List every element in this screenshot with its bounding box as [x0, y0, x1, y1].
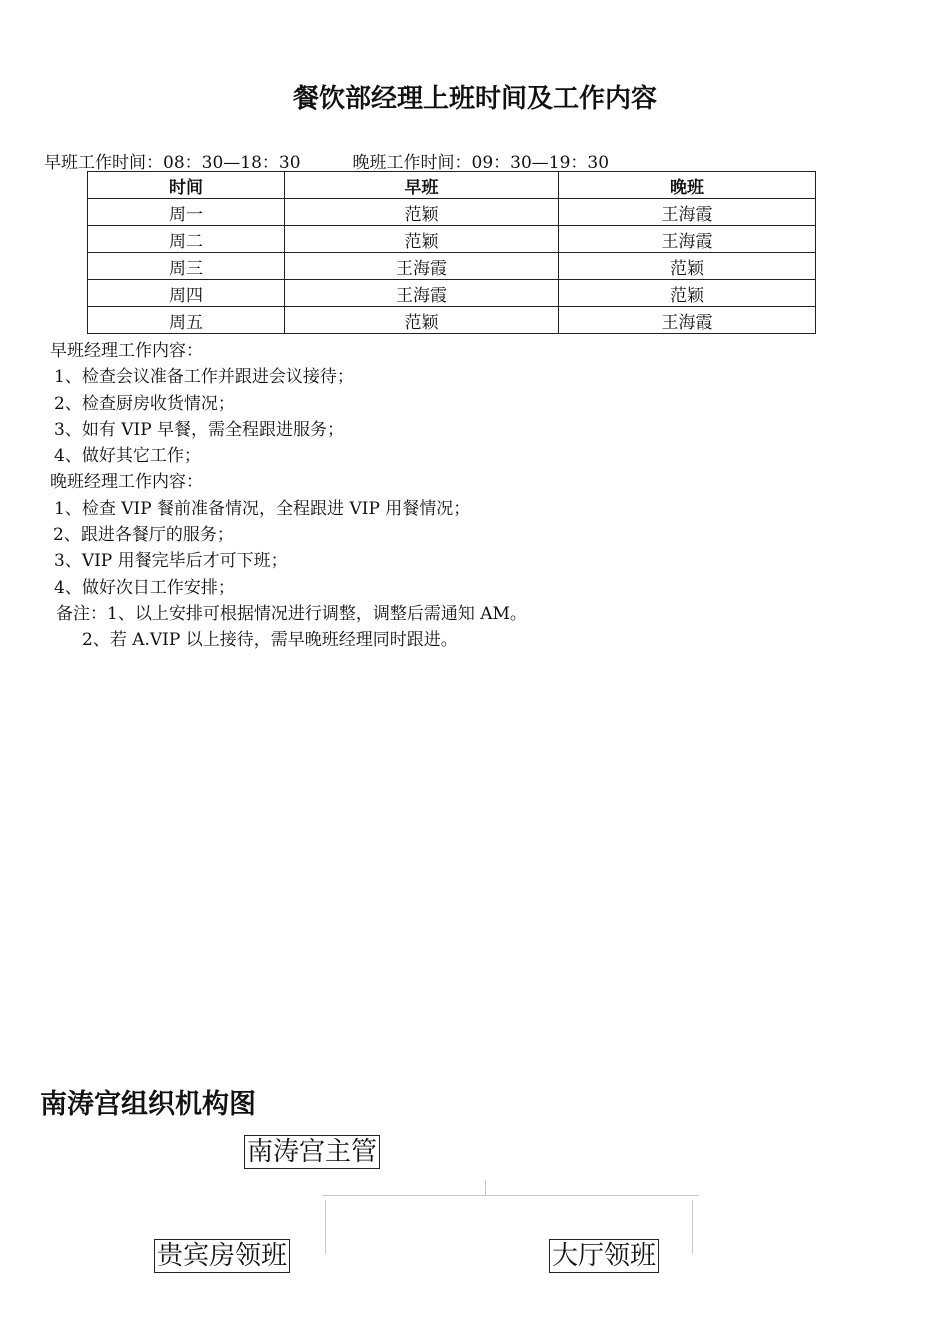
table-cell-day: 周三	[88, 253, 285, 280]
table-cell-morning: 范颖	[285, 199, 559, 226]
morning-shift-time: 早班工作时间：08：30—18：30	[44, 153, 301, 173]
evening-duties-heading: 晚班经理工作内容：	[50, 472, 203, 493]
table-cell-evening: 范颖	[559, 253, 816, 280]
table-header-row	[88, 172, 816, 199]
duties-section	[50, 338, 527, 654]
morning-duties-heading: 早班经理工作内容：	[50, 341, 203, 361]
table-cell-morning: 王海霞	[285, 253, 559, 280]
org-chart-title: 南涛宫组织机构图	[40, 1089, 256, 1120]
shift-times	[44, 148, 609, 173]
column-header-evening: 晚班	[559, 172, 816, 199]
list-item: 1、检查会议准备工作并跟进会议接待；	[54, 367, 354, 388]
column-header-time: 时间	[88, 172, 285, 199]
list-item: 2、跟进各餐厅的服务；	[53, 525, 234, 546]
table-cell-morning: 王海霞	[285, 280, 559, 307]
list-item: 4、做好其它工作；	[54, 446, 201, 467]
table-cell-evening: 范颖	[559, 280, 816, 307]
table-cell-day: 周四	[88, 280, 285, 307]
table-row	[88, 199, 816, 226]
connector-line	[325, 1200, 326, 1254]
list-item: 3、VIP 用餐完毕后才可下班；	[54, 551, 288, 572]
table-cell-day: 周五	[88, 307, 285, 334]
list-item: 3、如有 VIP 早餐，需全程跟进服务；	[54, 419, 345, 440]
evening-shift-time: 晚班工作时间：09：30—19：30	[352, 153, 610, 173]
schedule-table	[87, 171, 816, 334]
table-row	[88, 253, 816, 280]
list-item: 2、检查厨房收货情况；	[54, 393, 235, 414]
table-cell-evening: 王海霞	[559, 307, 816, 334]
table-cell-morning: 范颖	[285, 307, 559, 334]
table-row	[88, 226, 816, 253]
org-node-hall-lead: 大厅领班	[549, 1239, 659, 1273]
document-title: 餐饮部经理上班时间及工作内容	[292, 84, 657, 114]
org-node-vip-room-lead: 贵宾房领班	[154, 1239, 290, 1273]
column-header-morning: 早班	[285, 172, 559, 199]
org-node-supervisor: 南涛宫主管	[244, 1135, 380, 1169]
list-item: 4、做好次日工作安排；	[54, 577, 235, 598]
connector-line	[692, 1200, 693, 1254]
note-item: 备注：1、以上安排可根据情况进行调整，调整后需通知 AM。	[56, 603, 527, 624]
table-row	[88, 307, 816, 334]
connector-line	[322, 1195, 699, 1196]
table-cell-day: 周一	[88, 199, 285, 226]
table-cell-day: 周二	[88, 226, 285, 253]
table-cell-evening: 王海霞	[559, 226, 816, 253]
table-row	[88, 280, 816, 307]
note-item: 2、若 A.VIP 以上接待，需早晚班经理同时跟进。	[82, 630, 458, 651]
connector-line	[485, 1180, 486, 1195]
table-cell-morning: 范颖	[285, 226, 559, 253]
list-item: 1、检查 VIP 餐前准备情况，全程跟进 VIP 用餐情况；	[54, 498, 471, 519]
table-cell-evening: 王海霞	[559, 199, 816, 226]
